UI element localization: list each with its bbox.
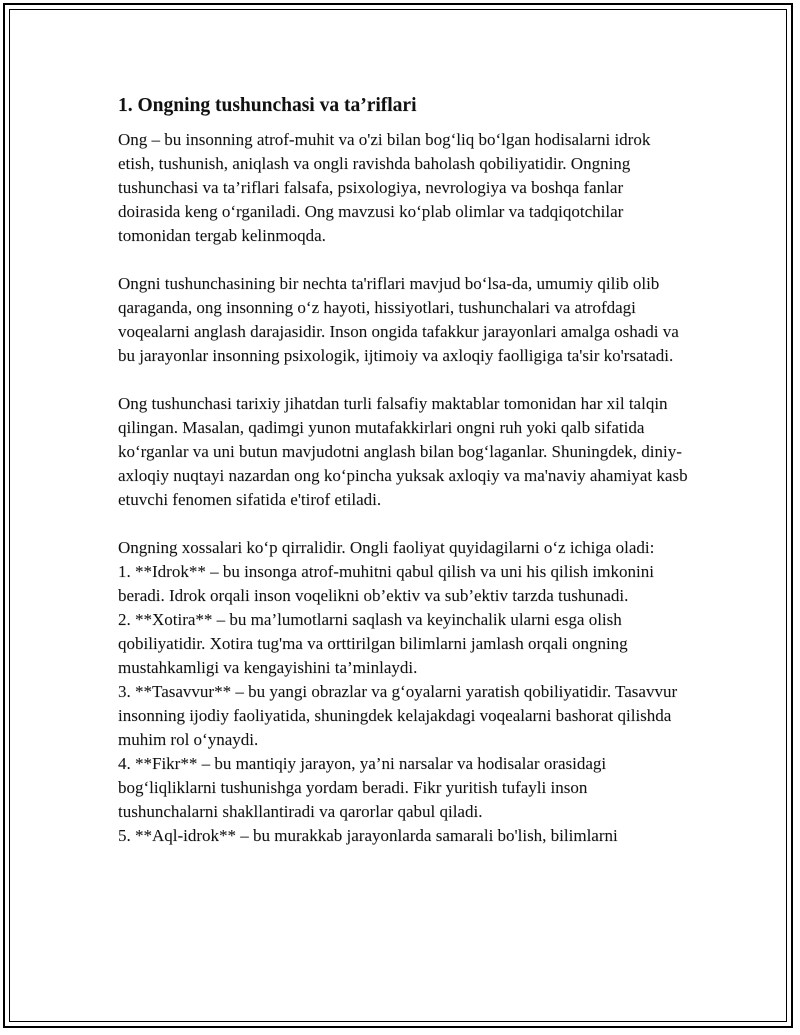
paragraph-3: Ong tushunchasi tarixiy jihatdan turli falsafiy maktablar tomonidan har xil talqin qilingan. Masalan, qadimgi yunon mutafakkirlari ongni ruh yoki qalb sifatida ko‘rganlar va uni butun mavjudotni anglash bilan bog‘laganlar. Shuningdek, diniy-axloqiy nuqtayi nazardan ong ko‘pincha yuksak axloqiy va ma'naviy ahamiyat kasb etuvchi fenomen sifatida e'tirof etiladi.: [118, 394, 688, 509]
list-item-xotira: 2. **Xotira** – bu ma’lumotlarni saqlash va keyinchalik ularni esga olish qobiliyatidir. Xotira tug'ma va orttirilgan bilimlarni jamlash orqali ongning mustahkamligi va kengayishini ta’minlaydi.: [118, 610, 628, 677]
list-item-aql-idrok: 5. **Aql-idrok** – bu murakkab jarayonlarda samarali bo'lish, bilimlarni: [118, 826, 618, 845]
list-item-tasavvur: 3. **Tasavvur** – bu yangi obrazlar va g‘oyalarni yaratish qobiliyatidir. Tasavvur insonning ijodiy faoliyatida, shuningdek kelajakdagi voqealarni bashorat qilishda muhim rol o‘ynaydi.: [118, 682, 678, 749]
paragraph-2: Ongni tushunchasining bir nechta ta'riflari mavjud bo‘lsa-da, umumiy qilib olib qaraganda, ong insonning o‘z hayoti, hissiyotlari, tushunchalari va atrofdagi voqealarni anglash darajasidir. Inson ongida tafakkur jarayonlari amalga oshadi va bu jarayonlar insonning psixologik, ijtimoiy va axloqiy faolligiga ta'sir ko'rsatadi.: [118, 274, 679, 365]
document-body: [118, 92, 688, 848]
list-intro: Ongning xossalari ko‘p qirralidir. Ongli faoliyat quyidagilarni o‘z ichiga oladi:: [118, 538, 655, 557]
section-heading: 1. Ongning tushunchasi va ta’riflari: [118, 95, 417, 116]
list-item-fikr: 4. **Fikr** – bu mantiqiy jarayon, ya’ni narsalar va hodisalar orasidagi bog‘liqliklarni tushunishga yordam beradi. Fikr yuritish tufayli inson tushunchalarni shakllantiradi va qarorlar qabul qiladi.: [118, 754, 607, 821]
paragraph-1: Ong – bu insonning atrof-muhit va o'zi bilan bog‘liq bo‘lgan hodisalarni idrok etish, tushunish, aniqlash va ongli ravishda baholash qobiliyatidir. Ongning tushunchasi va ta’riflari falsafa, psixologiya, nevrologiya va boshqa fanlar doirasida keng o‘rganiladi. Ong mavzusi ko‘plab olimlar va tadqiqotchilar tomonidan tergab kelinmoqda.: [118, 130, 651, 245]
properties-list: [118, 536, 688, 848]
list-item-idrok: 1. **Idrok** – bu insonga atrof-muhitni qabul qilish va uni his qilish imkonini beradi. Idrok orqali inson voqelikni ob’ektiv va sub’ektiv tarzda tushunadi.: [118, 562, 654, 605]
